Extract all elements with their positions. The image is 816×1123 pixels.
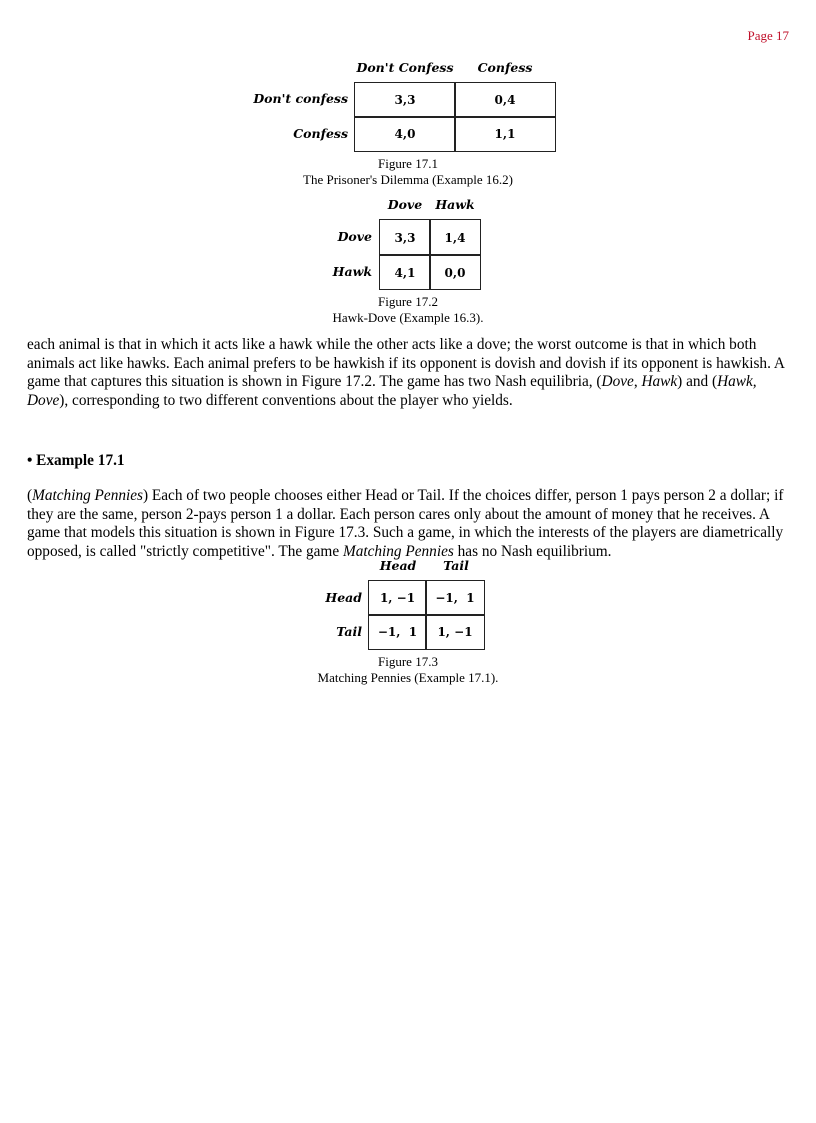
payoff-cell: 3,3: [394, 230, 416, 245]
col-label-confess: Confess: [477, 60, 533, 75]
row-label-tail: Tail: [336, 624, 362, 639]
text-run: ), corresponding to two different conventions about the player who yields.: [59, 391, 513, 409]
text-run: (: [27, 487, 33, 504]
text-run-italic: Matching Pennies: [32, 487, 143, 504]
figure-caption-number: Figure 17.1: [378, 156, 438, 171]
row-label-hawk: Hawk: [332, 264, 372, 279]
col-label-tail: Tail: [443, 558, 469, 573]
payoff-cell: 0,0: [444, 265, 466, 280]
payoff-cell: 3,3: [394, 93, 416, 107]
row-label-head: Head: [325, 590, 362, 605]
payoff-cell: 4,0: [394, 127, 416, 141]
payoff-cell: 1, −1: [437, 625, 473, 639]
text-run: ,: [633, 373, 642, 391]
payoff-cell: 0,4: [494, 93, 516, 107]
payoff-cell: 1,1: [494, 127, 516, 141]
payoff-cell: 1,4: [444, 230, 466, 245]
payoff-cell: −1, 1: [435, 591, 475, 605]
body-paragraph: [27, 487, 791, 561]
col-label-dove: Dove: [387, 197, 423, 212]
col-label-dont-confess: Don't Confess: [356, 60, 454, 75]
page-number: Page 17: [747, 28, 789, 43]
payoff-cell: 4,1: [394, 265, 416, 280]
payoff-cell: −1, 1: [377, 625, 418, 639]
text-run: ) Each of two people chooses either Head or Tail. If the choices differ, person 1 pays person 2 a dollar; if they are the same, person 2-pays person 1 a dollar. Each person cares only about the amount of money that he receives. A game that models this situation is shown in Figure 17.3. Such a game, in which the interests of the players are diametrically opposed, is called "strictly competitive". The game: [27, 487, 784, 560]
text-run-italic: Hawk: [641, 373, 678, 391]
figure-caption-title: The Prisoner's Dilemma (Example 16.2): [303, 172, 513, 187]
col-label-hawk: Hawk: [435, 197, 475, 212]
text-run: has no Nash equilibrium.: [453, 542, 612, 560]
text-run: each animal is that in which it acts like a hawk while the other acts like a dove; the worst outcome is that in which both animals act like hawks. Each animal prefers to be hawkish if its opponent is dovish and dovish if its opponent is hawkish. A game that captures this situation is shown in Figure 17.2. The game has two Nash equilibria, (: [27, 336, 785, 391]
figure-caption-number: Figure 17.3: [378, 654, 438, 669]
col-label-head: Head: [379, 558, 417, 573]
payoff-cell: 1, −1: [379, 591, 416, 605]
example-heading: • Example 17.1: [27, 452, 125, 469]
text-run-italic: Hawk, Dove: [27, 373, 757, 409]
row-label-dont-confess: Don't confess: [253, 91, 348, 106]
text-run: ) and (: [677, 373, 718, 391]
body-paragraph: [27, 336, 791, 410]
row-label-confess: Confess: [293, 126, 348, 141]
figure-caption-title: Matching Pennies (Example 17.1).: [317, 670, 499, 685]
row-label-dove: Dove: [337, 229, 372, 244]
text-run-italic: Matching Pennies: [342, 542, 454, 560]
figure-caption-number: Figure 17.2: [378, 294, 438, 309]
figure-caption-title: Hawk-Dove (Example 16.3).: [332, 310, 484, 325]
text-run-italic: Dove: [601, 373, 634, 391]
